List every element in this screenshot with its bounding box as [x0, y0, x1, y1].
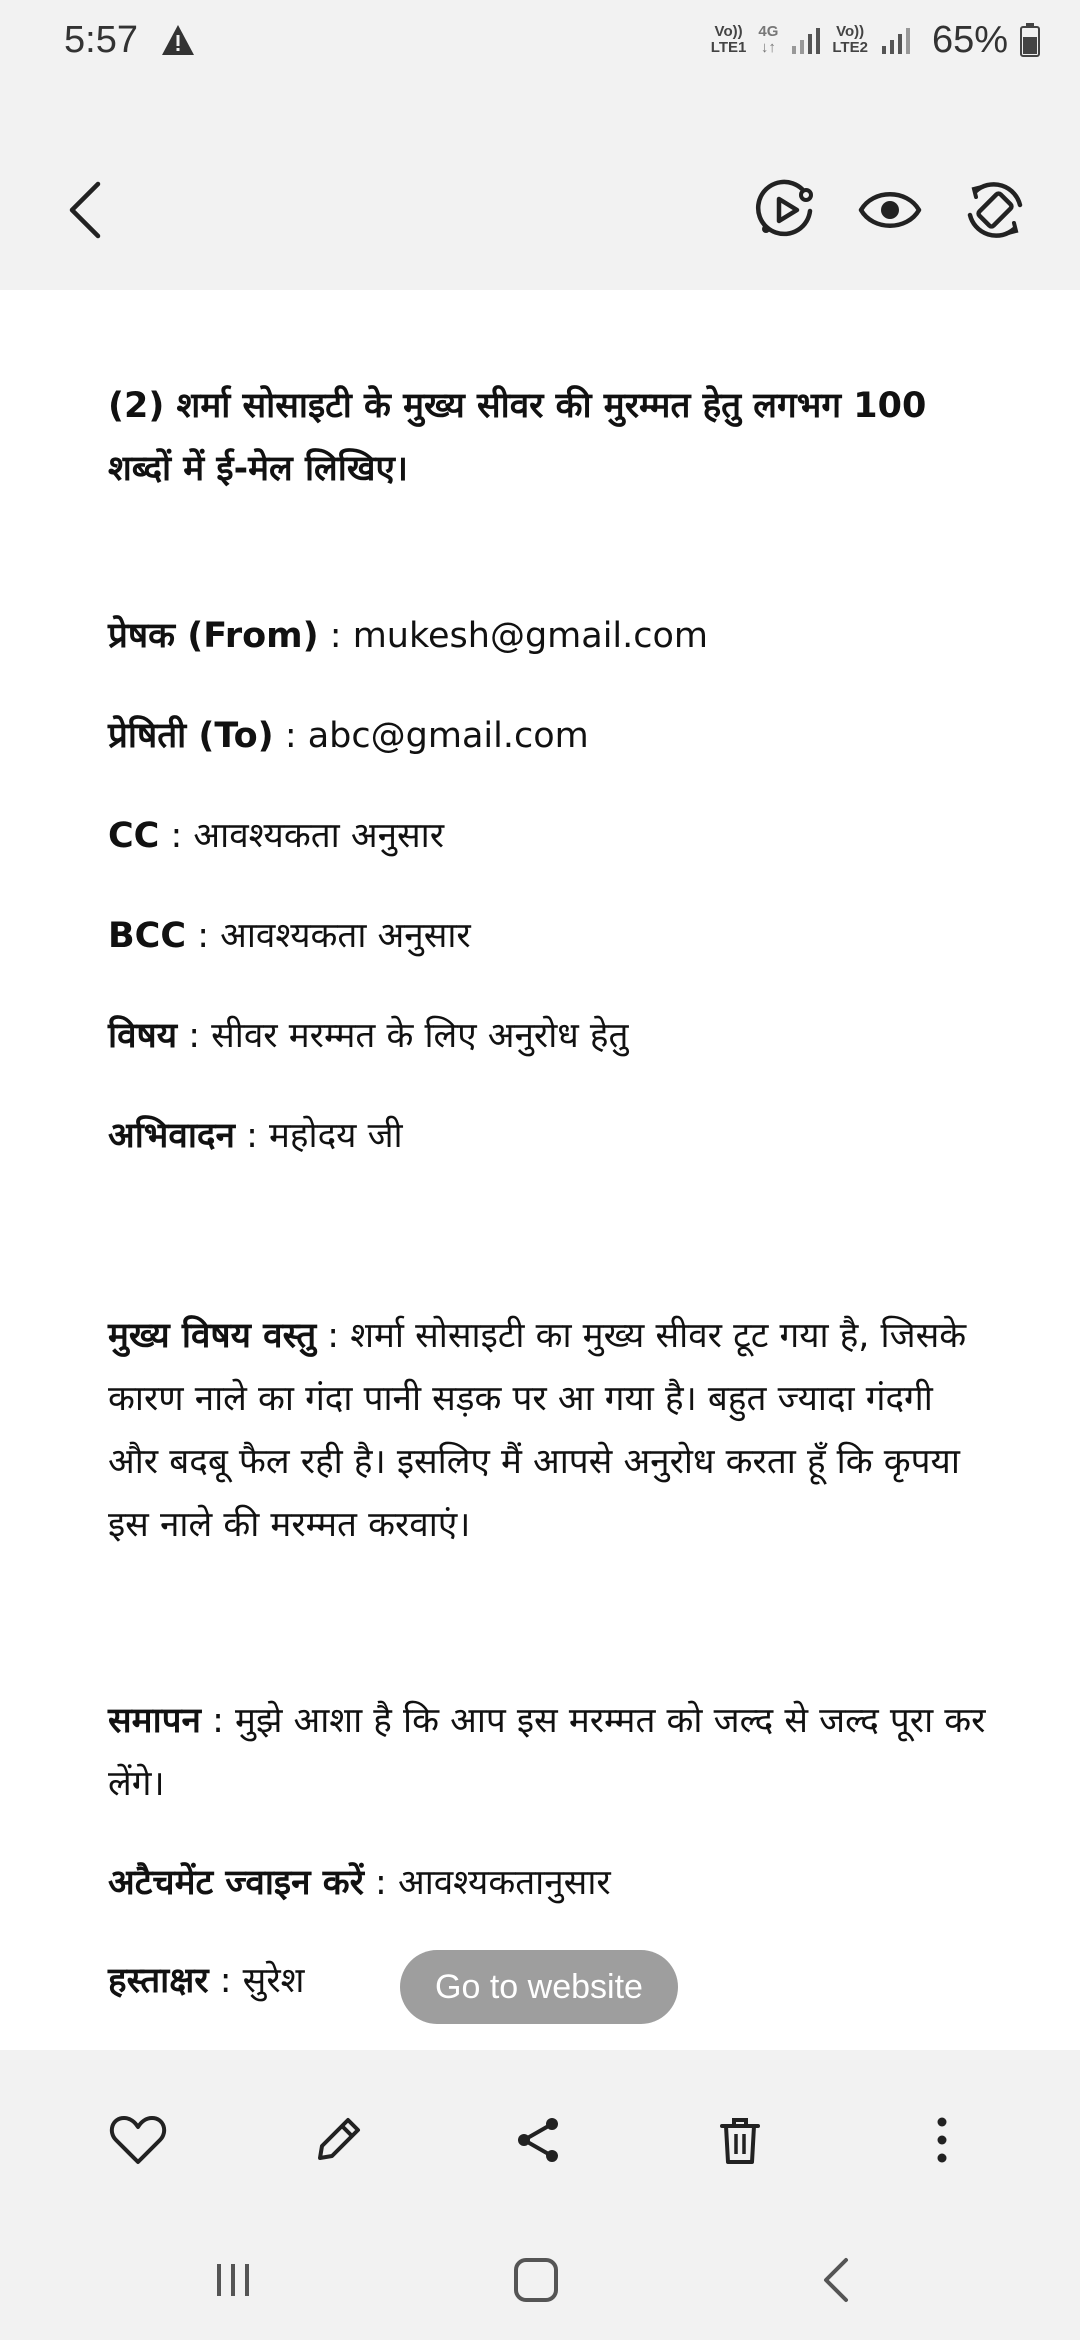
from-field [108, 605, 988, 668]
cc-value: : आवश्यकता अनुसार [159, 816, 445, 856]
closing-label: समापन [108, 1701, 201, 1741]
greeting-value: : महोदय जी [234, 1116, 403, 1156]
status-time: 5:57 [64, 18, 138, 61]
body-value: : शर्मा सोसाइटी का मुख्य सीवर टूट गया है, जिसके कारण नाले का गंदा पानी सड़क पर आ गया है। बहुत ज्यादा गंदगी और बदबू फैल रही है। इसलिए मैं आपसे अनुरोध करता हूँ कि कृपया इस नाले की मरम्मत करवाएं। [108, 1316, 967, 1545]
closing-field [108, 1690, 988, 1816]
heart-icon[interactable] [108, 2110, 168, 2170]
warning-icon [160, 23, 196, 57]
sim2-label: Vo)) LTE2 [832, 23, 868, 56]
closing-value: : मुझे आशा है कि आप इस मरम्मत को जल्द से जल्द पूरा कर लेंगे। [108, 1701, 986, 1804]
attachment-value: : आवश्यकतानुसार [363, 1863, 611, 1903]
signature-label: हस्ताक्षर [108, 1961, 209, 2001]
recents-icon[interactable] [203, 2250, 263, 2310]
body-field [108, 1305, 988, 1557]
bcc-label: BCC [108, 916, 187, 956]
signal-icon [790, 26, 820, 54]
signature-value: : सुरेश [208, 1961, 305, 2001]
greeting-field [108, 1105, 988, 1168]
body-label: मुख्य विषय वस्तु [108, 1316, 317, 1356]
subject-label: विषय [108, 1016, 178, 1056]
delete-icon[interactable] [710, 2110, 770, 2170]
network-type: 4G ↓↑ [758, 23, 779, 56]
share-icon[interactable] [508, 2110, 568, 2170]
bottom-action-bar [0, 2050, 1080, 2230]
status-bar [0, 0, 1080, 80]
eye-icon[interactable] [855, 175, 925, 245]
app-bar [0, 80, 1080, 290]
cc-label: CC [108, 816, 160, 856]
battery-percent: 65% [931, 18, 1008, 61]
question-heading: (2) शर्मा सोसाइटी के मुख्य सीवर की मुरम्मत हेतु लगभग 100 शब्दों में ई-मेल लिखिए। [108, 386, 927, 489]
to-label: प्रेषिती (To) [108, 716, 274, 756]
to-field [108, 705, 988, 768]
greeting-label: अभिवादन [108, 1116, 235, 1156]
home-icon[interactable] [506, 2250, 566, 2310]
signal-icon [880, 26, 910, 54]
back-icon[interactable] [808, 2250, 868, 2310]
sim1-label: Vo)) LTE1 [710, 23, 747, 56]
attachment-field [108, 1852, 988, 1915]
back-icon[interactable] [60, 180, 110, 240]
from-label: प्रेषक (From) [108, 616, 319, 656]
navigation-bar [0, 2230, 1080, 2340]
subject-value: : सीवर मरम्मत के लिए अनुरोध हेतु [177, 1016, 629, 1056]
play-icon[interactable] [750, 175, 820, 245]
to-value: : abc@gmail.com [273, 716, 589, 756]
battery-icon [1020, 23, 1040, 57]
more-icon[interactable] [912, 2110, 972, 2170]
status-indicators [711, 19, 1040, 62]
from-value: : mukesh@gmail.com [318, 616, 709, 656]
go-to-website-button[interactable]: Go to website [400, 1950, 678, 2024]
bcc-field [108, 905, 988, 968]
subject-field [108, 1005, 988, 1068]
document-viewer[interactable] [0, 290, 1080, 2050]
cc-field [108, 805, 988, 868]
edit-icon[interactable] [308, 2110, 368, 2170]
bcc-value: : आवश्यकता अनुसार [186, 916, 471, 956]
attachment-label: अटैचमेंट ज्वाइन करें [108, 1863, 364, 1903]
rotate-icon[interactable] [960, 175, 1030, 245]
